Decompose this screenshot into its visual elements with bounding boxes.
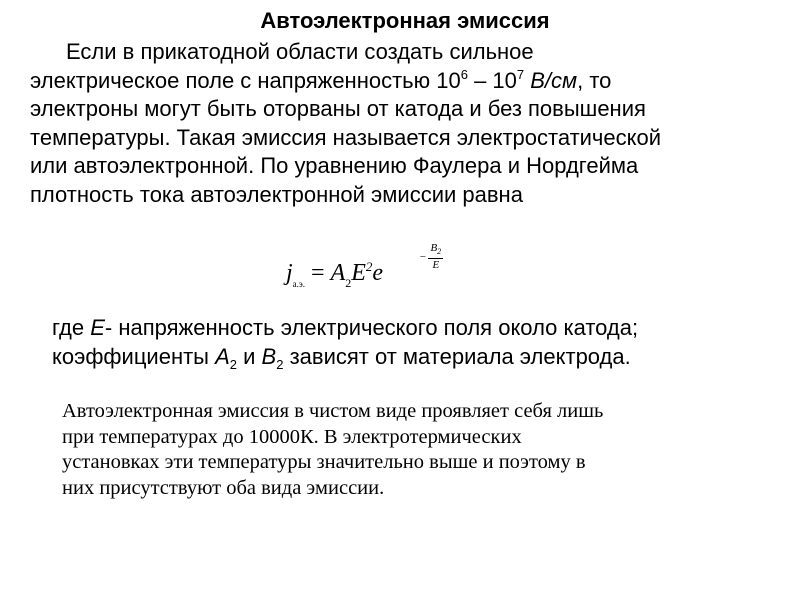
formula-j: j [286,260,293,286]
formula-a-subscript: 2 [345,276,352,290]
where-b-symbol: B [261,344,277,369]
para-line-1: Автоэлектронная эмиссия в чистом виде проявляет себя лишь [62,400,604,422]
formula-exponent-numerator [428,242,443,259]
intro-line-2-end: , то [577,67,612,93]
where-a-symbol: A [215,344,230,369]
where-e-symbol: E [90,315,105,340]
formula-exponent-fraction [428,242,443,271]
intro-paragraph [30,38,800,210]
formula-equals: = [305,260,331,286]
where-line-1 [52,313,638,342]
variables-explanation [52,313,638,371]
where-e-description: - напряженность электрического поля около катода; [104,315,639,340]
formula-body [286,259,384,290]
where-b-subscript: 2 [276,357,284,372]
intro-line-2-text: электрическое поле с напряженностью 10 [30,67,461,93]
para-line-2: при температурах до 10000К. В электротермических [62,425,522,448]
power-6: 6 [460,66,468,82]
where-prefix: где [52,315,91,340]
conclusion-paragraph [62,399,762,501]
formula-a: A [330,260,346,286]
para-line-3: установках эти температуры значительно выше и поэтому в [62,451,586,473]
where-line-2 [52,342,638,371]
formula-j-subscript: а.э. [292,279,306,289]
formula-exponent-denominator: E [432,259,440,271]
intro-line-5: или автоэлектронной. По уравнению Фаулера и Нордгейма [30,153,639,179]
intro-line-2-dash: – 10 [467,67,517,93]
where-coeff-label: коэффициенты [52,344,216,369]
fowler-nordheim-formula [286,240,466,296]
formula-exponent [419,242,443,271]
page-title: Автоэлектронная эмиссия [260,8,550,33]
para-line-4: них присутствуют оба вида эмиссии. [62,476,385,499]
intro-line-4: температуры. Такая эмиссия называется электростатической [30,124,662,150]
formula-b: B [430,242,438,254]
where-coeff-description: зависят от материала электрода. [283,344,631,369]
intro-line-6: плотность тока автоэлектронной эмиссии равна [30,181,523,207]
formula-exp-base: e [372,260,384,286]
formula-exponent-minus: − [419,250,427,263]
intro-line-2 [30,67,800,96]
formula-b-subscript: 2 [437,247,442,256]
power-7: 7 [516,66,525,82]
formula-e-field: E [351,260,366,286]
intro-line-1: Если в прикатодной области создать сильное [66,39,534,64]
formula-e-power: 2 [365,259,373,274]
field-unit: В/см [530,67,578,93]
where-and: и [237,344,262,369]
intro-line-3: электроны могут быть оторваны от катода и без повышения [30,96,646,122]
where-a-subscript: 2 [229,357,238,372]
